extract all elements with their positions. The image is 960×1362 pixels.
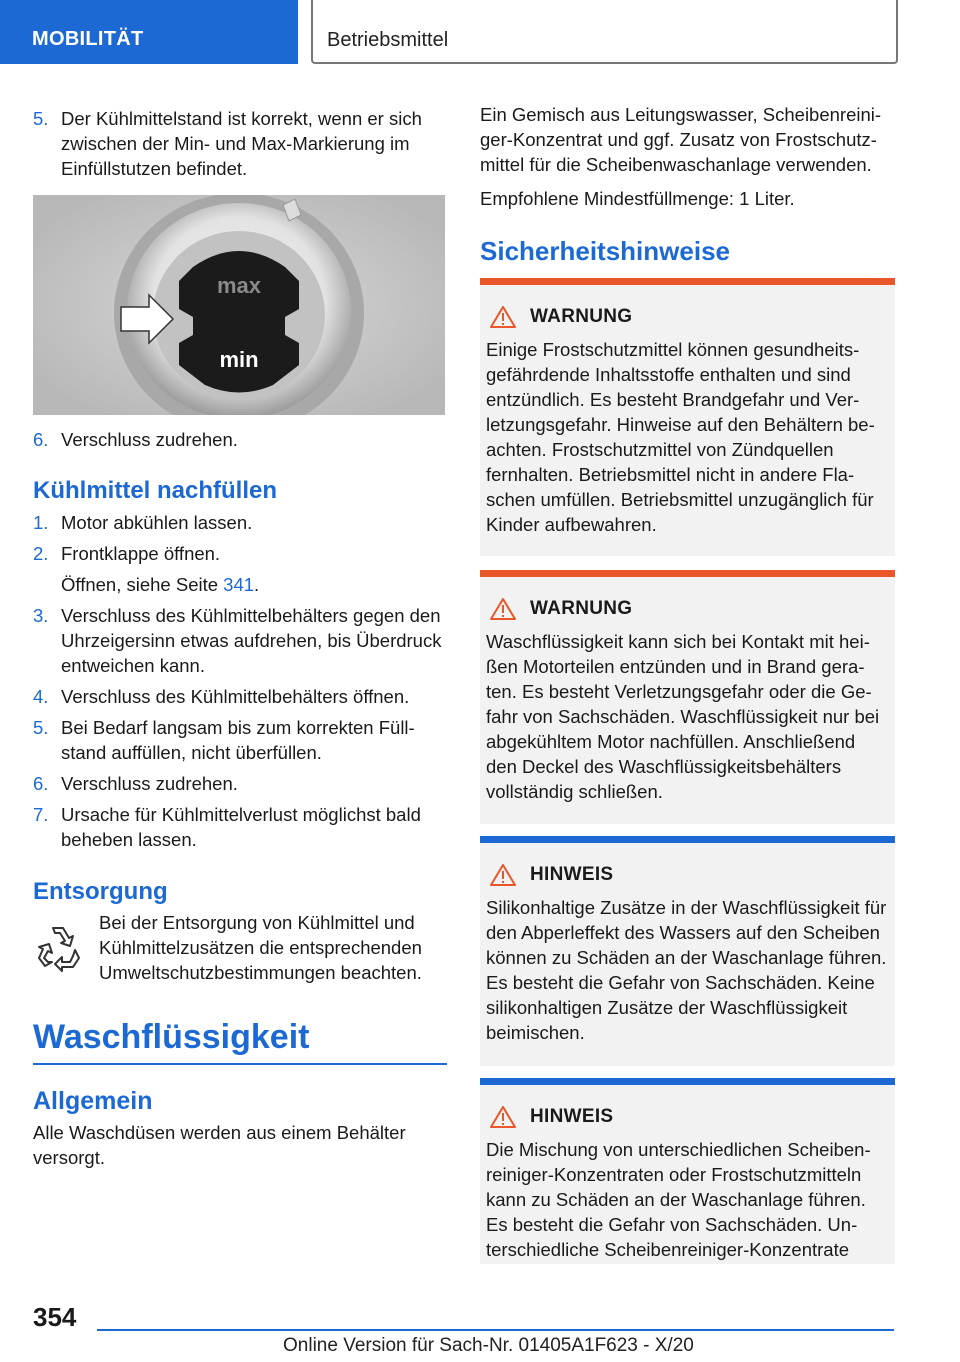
min-fill-text: Empfohlene Mindestfüllmenge: 1 Liter. (480, 188, 795, 209)
refill-step-4 (33, 684, 445, 709)
disposal-block (33, 912, 445, 985)
refill-step-3 (33, 603, 445, 678)
notice-label: HINWEIS (530, 864, 614, 885)
coolant-level-photo (33, 195, 445, 415)
step-text: Motor abkühlen lassen. (61, 512, 253, 533)
warning-triangle-icon (490, 1105, 516, 1129)
step-text: Verschluss zudrehen. (61, 429, 238, 450)
left-column (33, 106, 445, 1170)
refill-step-2-detail (33, 572, 445, 597)
step-text: Verschluss des Kühlmittelbehälters gegen den Uhrzeigersinn etwas aufdrehen, bis Überdruck entweichen kann. (61, 605, 442, 676)
warning-triangle-icon (490, 597, 516, 621)
step-text: Verschluss des Kühlmittelbehälters öffnen. (61, 686, 410, 707)
svg-text:max: max (216, 273, 262, 298)
refill-step-5 (33, 715, 445, 765)
warning-label: WARNUNG (530, 306, 633, 327)
disposal-text: Bei der Entsorgung von Kühlmittel und Kühlmittelzusätzen die entsprechenden Umweltschutzbestimmungen beachten. (99, 912, 422, 983)
step-text: Frontklappe öffnen. (61, 543, 221, 564)
right-column (480, 102, 895, 267)
refill-step-7 (33, 802, 445, 852)
warning-box (480, 570, 895, 824)
warning-bar (480, 278, 895, 285)
step-text: Ursache für Kühlmittelverlust möglichst bald beheben lassen. (61, 804, 421, 850)
warning-label: WARNUNG (530, 598, 633, 619)
warning-text: Einige Frostschutzmittel können gesundheitsgefährdende Inhaltsstoffe enthalten und sind entzündlich. Es besteht Brandgefahr und Verletzungsgefahr. Hinweise auf den Behältern beachten. Frostschutzmittel von Zündquellen fernhalten. Betriebsmittel nicht in andere Flaschen umfüllen. Betriebsmittel unzugänglich für Kinder aufbewahren. (486, 339, 875, 535)
safety-heading: Sicherheitshinweise (480, 236, 730, 266)
refill-step-1 (33, 510, 445, 535)
notice-bar (480, 836, 895, 843)
chapter-tab (311, 0, 898, 64)
footer-line (97, 1329, 894, 1331)
general-text: Alle Waschdüsen werden aus einem Behälter versorgt. (33, 1122, 406, 1168)
step-number: 7. (33, 804, 49, 825)
recycling-icon (33, 916, 99, 977)
notice-text: Silikonhaltige Zusätze in der Waschflüssigkeit für den Abperleffekt des Wassers auf den Scheiben können zu Schäden an der Waschanlage führen. Es besteht die Gefahr von Sachschäden. Keine silikonhaltigen Zusätze der Waschflüssigkeit beimischen. (486, 897, 887, 1043)
min-label (219, 347, 258, 372)
notice-box (480, 1078, 895, 1264)
title-underline (33, 1063, 447, 1065)
step-number: 3. (33, 605, 49, 626)
general-heading: Allgemein (33, 1087, 153, 1115)
step-text: Verschluss zudrehen. (61, 773, 238, 794)
page-link[interactable]: 341 (223, 574, 255, 595)
step-number: 4. (33, 686, 49, 707)
warning-box (480, 278, 895, 556)
detail-text: Öffnen, siehe Seite (61, 574, 224, 595)
step-number: 6. (33, 773, 49, 794)
warning-triangle-icon (490, 305, 516, 329)
refill-step-2 (33, 541, 445, 566)
refill-step-6 (33, 771, 445, 796)
disposal-heading: Entsorgung (33, 878, 168, 905)
step-text: Bei Bedarf langsam bis zum korrekten Füllstand auffüllen, nicht überfüllen. (61, 717, 415, 763)
warning-triangle-icon (490, 863, 516, 887)
step-number: 5. (33, 108, 49, 129)
coolant-cap-illustration (33, 195, 445, 415)
warning-text: Waschflüssigkeit kann sich bei Kontakt mit heißen Motorteilen entzünden und in Brand geraten. Es besteht Verletzungsgefahr oder die Gefahr von Sachschäden. Waschflüssigkeit nur bei abgekühltem Motor nachfüllen. Anschließend den Deckel des Waschflüssigkeitsbehälters vollständig schließen. (486, 631, 880, 802)
footer-text: Online Version für Sach-Nr. 01405A1F623 - X/20 (283, 1335, 694, 1356)
step-6-top (33, 427, 445, 452)
step-5-top (33, 106, 445, 181)
step-number: 5. (33, 717, 49, 738)
mix-text: Ein Gemisch aus Leitungswasser, Scheibenreiniger-Konzentrat und ggf. Zusatz von Frostschutzmittel für die Scheibenwaschanlage verwenden. (480, 104, 882, 175)
section-title: MOBILITÄT (32, 28, 144, 50)
step-number: 2. (33, 543, 49, 564)
notice-bar (480, 1078, 895, 1085)
chapter-title: Betriebsmittel (327, 29, 449, 51)
section-tab (0, 0, 298, 64)
step-number: 6. (33, 429, 49, 450)
washer-fluid-title: Waschflüssigkeit (33, 1018, 310, 1056)
refill-heading: Kühlmittel nachfüllen (33, 477, 278, 504)
step-text: Der Kühlmittelstand ist korrekt, wenn er sich zwischen der Min- und Max-Markierung im Einfüllstutzen befindet. (61, 108, 422, 179)
step-number: 1. (33, 512, 49, 533)
svg-text:min: min (219, 347, 259, 372)
notice-box (480, 836, 895, 1066)
notice-label: HINWEIS (530, 1106, 614, 1127)
detail-suffix: . (254, 574, 260, 595)
warning-bar (480, 570, 895, 577)
max-label (217, 273, 262, 298)
notice-text: Die Mischung von unterschiedlichen Scheibenreiniger-Konzentraten oder Frostschutzmitteln kann zu Schäden an der Waschanlage führen. Es besteht die Gefahr von Sachschäden. Unterschiedliche Scheibenreiniger-Konzentrate (486, 1139, 871, 1260)
page-number: 354 (33, 1302, 77, 1332)
